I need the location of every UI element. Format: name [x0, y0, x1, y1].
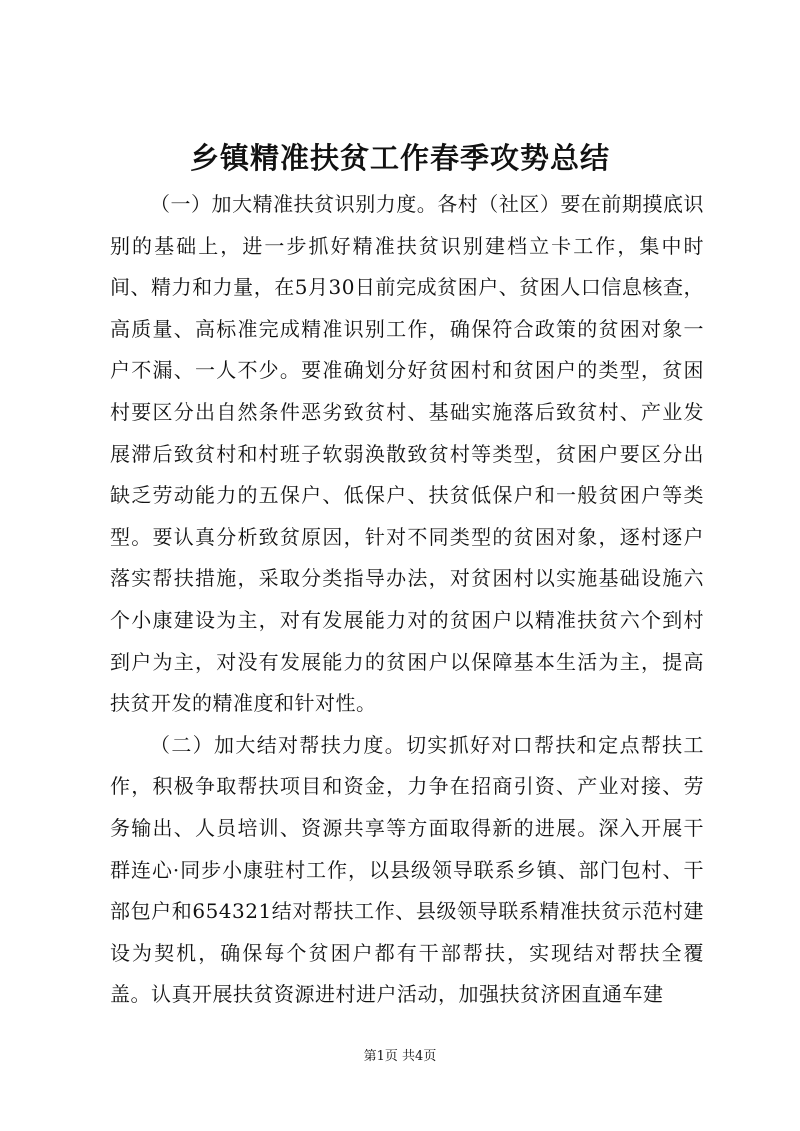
paragraph-1: （一）加大精准扶贫识别力度。各村（社区）要在前期摸底识别的基础上，进一步抓好精准扶贫识别建档立卡工作，集中时间、精力和力量，在5月30日前完成贫困户、贫困人口信息核查，高质量、高标准完成精准识别工作，确保符合政策的贫困对象一户不漏、一人不少。要准确划分好贫困村和贫困户的类型，贫困村要区分出自然条件恶劣致贫村、基础实施落后致贫村、产业发展滞后致贫村和村班子软弱涣散致贫村等类型，贫困户要区分出缺乏劳动能力的五保户、低保户、扶贫低保户和一般贫困户等类型。要认真分析致贫原因，针对不同类型的贫困对象，逐村逐户落实帮扶措施，采取分类指导办法，对贫困村以实施基础设施六个小康建设为主，对有发展能力对的贫困户以精准扶贫六个到村到户为主，对没有发展能力的贫困户以保障基本生活为主，提高扶贫开发的精准度和针对性。	[110, 192, 704, 716]
document-title: 乡镇精准扶贫工作春季攻势总结	[189, 141, 610, 175]
paragraph-2: （二）加大结对帮扶力度。切实抓好对口帮扶和定点帮扶工作，积极争取帮扶项目和资金，力争在招商引资、产业对接、劳务输出、人员培训、资源共享等方面取得新的进展。深入开展干群连心·同步小康驻村工作，以县级领导联系乡镇、部门包村、干部包户和654321结对帮扶工作、县级领导联系精准扶贫示范村建设为契机，确保每个贫困户都有干部帮扶，实现结对帮扶全覆盖。认真开展扶贫资源进村进户活动，加强扶贫济困直通车建	[110, 732, 704, 1007]
document-body	[110, 184, 704, 1016]
page-footer: 第1页 共4页	[363, 1049, 437, 1064]
